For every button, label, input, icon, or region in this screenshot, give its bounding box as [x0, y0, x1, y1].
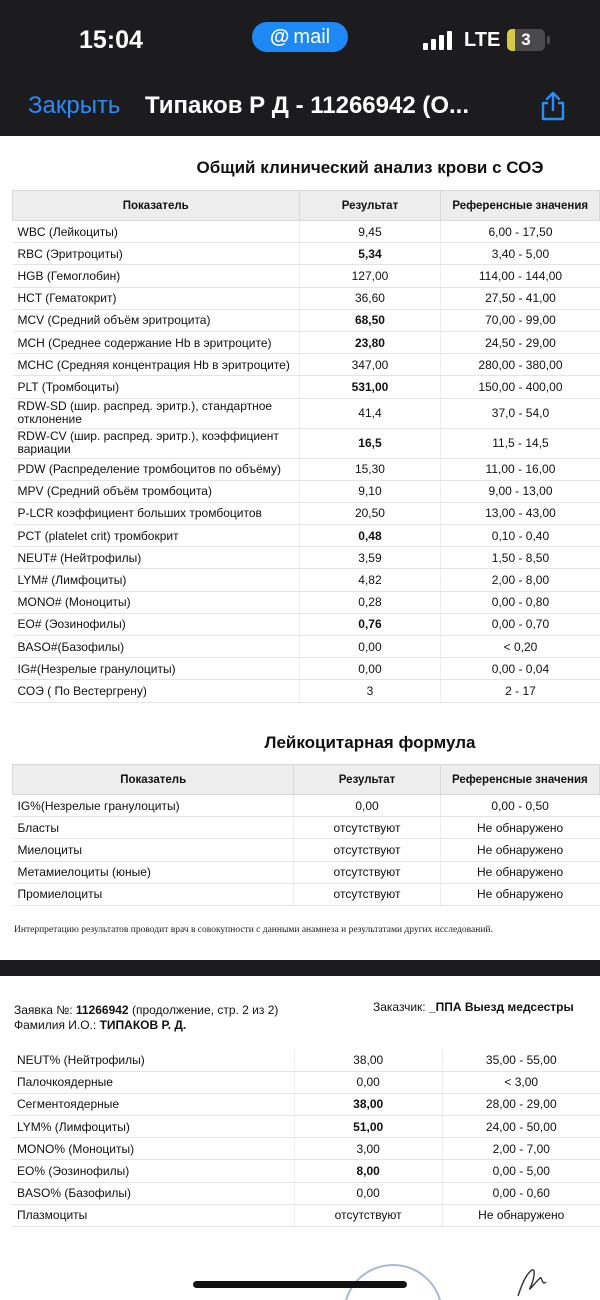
row-indicator: LYM# (Лимфоциты)	[13, 569, 300, 591]
row-result: 23,80	[299, 331, 441, 353]
row-indicator: СОЭ ( По Вестергрену)	[13, 680, 300, 702]
customer-value: _ППА Выезд медсестры	[428, 1000, 574, 1014]
table-row	[13, 502, 600, 524]
table-row	[12, 1138, 600, 1160]
row-reference: 13,00 - 43,00	[441, 502, 600, 524]
table-row	[13, 243, 600, 265]
row-indicator: MONO% (Моноциты)	[12, 1138, 294, 1160]
header-reference: Референсные значения	[441, 191, 600, 221]
row-result: 0,28	[299, 591, 441, 613]
row-indicator: MCV (Средний объём эритроцита)	[13, 309, 300, 331]
row-reference: 11,00 - 16,00	[441, 458, 600, 480]
row-reference: 0,00 - 0,60	[442, 1182, 600, 1204]
row-reference: 6,00 - 17,50	[441, 221, 600, 243]
row-indicator: EO# (Эозинофилы)	[13, 613, 300, 635]
table-row	[12, 1071, 600, 1093]
table-row	[13, 265, 600, 287]
row-result: отсутствуют	[294, 817, 440, 839]
row-result: 68,50	[299, 309, 441, 331]
cbc-title: Общий клинический анализ крови с СОЭ	[196, 158, 544, 177]
battery-icon	[507, 29, 545, 51]
row-result: 20,50	[299, 502, 441, 524]
diff-table-body	[12, 1049, 600, 1227]
table-row	[13, 591, 600, 613]
table-row	[13, 428, 600, 458]
row-indicator: IG%(Незрелые гранулоциты)	[13, 795, 294, 817]
table-row	[12, 1204, 600, 1226]
cbc-table-body	[13, 221, 600, 703]
row-result: 38,00	[294, 1093, 442, 1115]
page-separator	[0, 960, 600, 976]
row-indicator: BASO% (Базофилы)	[12, 1182, 294, 1204]
row-indicator: MCH (Среднее содержание Hb в эритроците)	[13, 331, 300, 353]
table-row	[13, 480, 600, 502]
network-type: LTE	[464, 29, 501, 51]
row-indicator: PCT (platelet crit) тромбокрит	[13, 525, 300, 547]
table-row	[13, 376, 600, 398]
row-indicator: IG#(Незрелые гранулоциты)	[13, 658, 300, 680]
row-reference: 24,50 - 29,00	[441, 331, 600, 353]
row-result: 0,48	[299, 525, 441, 547]
row-reference: 0,00 - 0,50	[440, 795, 599, 817]
share-icon[interactable]	[538, 90, 568, 122]
row-reference: Не обнаружено	[440, 883, 599, 905]
row-result: 9,45	[299, 221, 441, 243]
row-reference: 37,0 - 54,0	[441, 398, 600, 428]
row-result: 3,00	[294, 1138, 442, 1160]
row-indicator: Сегментоядерные	[12, 1093, 294, 1115]
row-reference: Не обнаружено	[442, 1204, 600, 1226]
request-suffix: (продолжение, стр. 2 из 2)	[131, 1003, 279, 1017]
row-result: 347,00	[299, 354, 441, 376]
close-button[interactable]: Закрыть	[28, 92, 121, 119]
leuko-table-body	[13, 795, 600, 906]
row-reference: 0,00 - 5,00	[442, 1160, 600, 1182]
table-row	[13, 636, 600, 658]
row-reference: 11,5 - 14,5	[441, 428, 600, 458]
interpretation-note: Интерпретацию результатов проводит врач в совокупности с данными анамнеза и результатами других исследований.	[14, 925, 493, 935]
row-reference: 1,50 - 8,50	[441, 547, 600, 569]
row-reference: 150,00 - 400,00	[441, 376, 600, 398]
row-indicator: WBC (Лейкоциты)	[13, 221, 300, 243]
row-reference: 27,50 - 41,00	[441, 287, 600, 309]
table-row	[13, 817, 600, 839]
row-reference: < 0,20	[441, 636, 600, 658]
row-reference: Не обнаружено	[440, 861, 599, 883]
row-reference: 2,00 - 7,00	[442, 1138, 600, 1160]
row-indicator: NEUT% (Нейтрофилы)	[12, 1049, 294, 1071]
leuko-table	[12, 764, 600, 906]
table-row	[13, 458, 600, 480]
diff-table	[12, 1049, 600, 1227]
row-reference: 35,00 - 55,00	[442, 1049, 600, 1071]
document-viewer[interactable]	[0, 136, 600, 1300]
row-indicator: P-LCR коэффициент больших тромбоцитов	[13, 502, 300, 524]
row-result: 0,00	[294, 795, 440, 817]
row-reference: 3,40 - 5,00	[441, 243, 600, 265]
row-reference: 280,00 - 380,00	[441, 354, 600, 376]
row-result: 0,76	[299, 613, 441, 635]
row-indicator: Метамиелоциты (юные)	[13, 861, 294, 883]
leuko-title: Лейкоцитарная формула	[264, 733, 476, 752]
table-row	[13, 398, 600, 428]
table-row	[13, 309, 600, 331]
table-row	[12, 1182, 600, 1204]
customer-info	[373, 1000, 574, 1014]
table-row	[13, 795, 600, 817]
row-indicator: MPV (Средний объём тромбоцита)	[13, 480, 300, 502]
patient-name: ТИПАКОВ Р. Д.	[99, 1018, 187, 1032]
table-row	[12, 1049, 600, 1071]
row-reference: 0,00 - 0,80	[441, 591, 600, 613]
status-time: 15:04	[79, 26, 143, 54]
row-reference: 24,00 - 50,00	[442, 1116, 600, 1138]
row-indicator: RDW-CV (шир. распред. эритр.), коэффициент вариации	[13, 428, 300, 458]
row-reference: 70,00 - 99,00	[441, 309, 600, 331]
table-row	[13, 569, 600, 591]
table-row	[13, 354, 600, 376]
customer-label: Заказчик:	[373, 1000, 426, 1014]
row-indicator: Миелоциты	[13, 839, 294, 861]
request-info	[14, 1003, 278, 1033]
row-result: 15,30	[299, 458, 441, 480]
row-result: 3	[299, 680, 441, 702]
row-reference: Не обнаружено	[440, 817, 599, 839]
row-result: 0,00	[299, 658, 441, 680]
row-indicator: HCT (Гематокрит)	[13, 287, 300, 309]
row-result: 8,00	[294, 1160, 442, 1182]
row-result: 3,59	[299, 547, 441, 569]
row-reference: Не обнаружено	[440, 839, 599, 861]
row-indicator: NEUT# (Нейтрофилы)	[13, 547, 300, 569]
row-indicator: Бласты	[13, 817, 294, 839]
row-result: 5,34	[299, 243, 441, 265]
row-indicator: PDW (Распределение тромбоцитов по объёму)	[13, 458, 300, 480]
table-row	[13, 680, 600, 702]
table-row	[13, 861, 600, 883]
row-result: отсутствуют	[294, 861, 440, 883]
header-result: Результат	[294, 765, 440, 795]
row-indicator: MONO# (Моноциты)	[13, 591, 300, 613]
table-row	[13, 839, 600, 861]
row-indicator: MCHC (Средняя концентрация Hb в эритроците)	[13, 354, 300, 376]
row-indicator: EO% (Эозинофилы)	[12, 1160, 294, 1182]
row-result: 531,00	[299, 376, 441, 398]
battery-level: 3	[521, 30, 531, 49]
row-reference: 0,10 - 0,40	[441, 525, 600, 547]
row-result: 41,4	[299, 398, 441, 428]
row-reference: < 3,00	[442, 1071, 600, 1093]
home-indicator[interactable]	[193, 1281, 407, 1288]
row-result: 36,60	[299, 287, 441, 309]
row-indicator: RDW-SD (шир. распред. эритр.), стандартное отклонение	[13, 398, 300, 428]
header-reference: Референсные значения	[440, 765, 599, 795]
row-result: 38,00	[294, 1049, 442, 1071]
row-result: 9,10	[299, 480, 441, 502]
row-indicator: RBC (Эритроциты)	[13, 243, 300, 265]
table-row	[12, 1116, 600, 1138]
row-reference: 9,00 - 13,00	[441, 480, 600, 502]
row-result: 16,5	[299, 428, 441, 458]
table-row	[13, 547, 600, 569]
table-row	[13, 883, 600, 905]
row-reference: 2,00 - 8,00	[441, 569, 600, 591]
row-indicator: Промиелоциты	[13, 883, 294, 905]
name-label: Фамилия И.О.:	[14, 1018, 97, 1032]
mail-pill-label: mail	[293, 25, 331, 48]
header-indicator: Показатель	[13, 191, 300, 221]
row-result: 51,00	[294, 1116, 442, 1138]
row-result: отсутствуют	[294, 883, 440, 905]
row-indicator: Палочкоядерные	[12, 1071, 294, 1093]
table-row	[13, 221, 600, 243]
table-row	[13, 287, 600, 309]
status-and-nav-bar	[0, 0, 600, 136]
row-reference: 0,00 - 0,70	[441, 613, 600, 635]
signature-mark	[512, 1266, 552, 1300]
row-result: 0,00	[294, 1182, 442, 1204]
row-reference: 2 - 17	[441, 680, 600, 702]
row-result: 0,00	[294, 1071, 442, 1093]
table-row	[12, 1093, 600, 1115]
mail-app-pill[interactable]	[252, 22, 348, 52]
battery-tip	[547, 36, 550, 44]
row-result: 0,00	[299, 636, 441, 658]
header-result: Результат	[299, 191, 441, 221]
row-reference: 0,00 - 0,04	[441, 658, 600, 680]
header-indicator: Показатель	[13, 765, 294, 795]
row-reference: 114,00 - 144,00	[441, 265, 600, 287]
request-label: Заявка №:	[14, 1003, 73, 1017]
row-result: отсутствуют	[294, 1204, 442, 1226]
table-row	[13, 331, 600, 353]
request-number: 11266942	[75, 1003, 129, 1017]
row-result: отсутствуют	[294, 839, 440, 861]
row-indicator: LYM% (Лимфоциты)	[12, 1116, 294, 1138]
document-title: Типаков Р Д - 11266942 (О...	[145, 92, 470, 119]
row-indicator: BASO#(Базофилы)	[13, 636, 300, 658]
row-indicator: Плазмоциты	[12, 1204, 294, 1226]
row-result: 127,00	[299, 265, 441, 287]
table-row	[13, 613, 600, 635]
table-row	[13, 658, 600, 680]
cbc-table	[12, 190, 600, 703]
row-indicator: HGB (Гемоглобин)	[13, 265, 300, 287]
row-result: 4,82	[299, 569, 441, 591]
at-sign-icon: @	[269, 25, 290, 48]
table-row	[13, 525, 600, 547]
row-indicator: PLT (Тромбоциты)	[13, 376, 300, 398]
cellular-signal-icon	[423, 30, 455, 50]
row-reference: 28,00 - 29,00	[442, 1093, 600, 1115]
table-row	[12, 1160, 600, 1182]
